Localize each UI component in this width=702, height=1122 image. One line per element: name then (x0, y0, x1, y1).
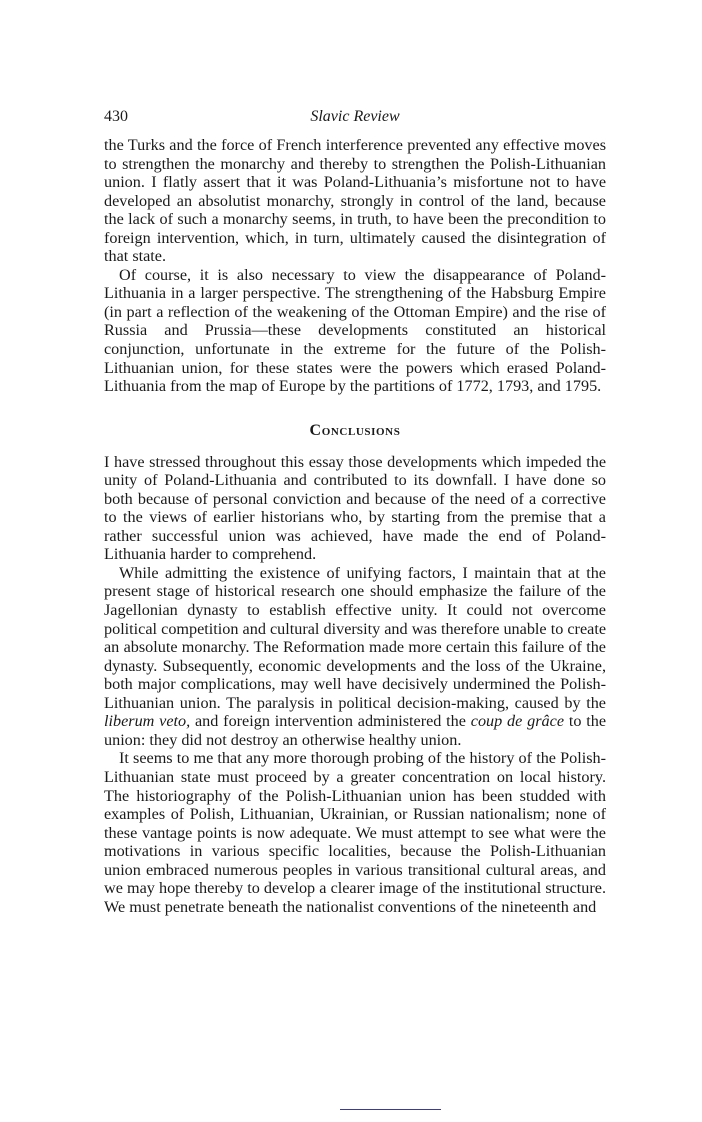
journal-title: Slavic Review (310, 108, 400, 125)
paragraph-text-segment: to the union: they did not destroy an otherwise healthy union. (104, 712, 607, 749)
page-body (104, 100, 606, 916)
italic-term-liberum-veto: liberum veto, (104, 712, 191, 731)
paragraph-stressed-developments: I have stressed throughout this essay those developments which impeded the unity of Poland-Lithuania and contributed to its downfall. I have done so both because of personal conviction and because of the need of a corrective to the views of earlier historians who, by starting from the premise that a rather successful union was achieved, have made the end of Poland-Lithuania harder to comprehend. (104, 452, 606, 564)
paragraph-text-segment: While admitting the existence of unifying factors, I maintain that at the present stage of historical research one should emphasize the failure of the Jagellonian dynasty to establish effective unity. It could not overcome political competition and cultural diversity and was therefore unable to create an absolute monarchy. The Reformation made more certain this failure of the dynasty. Subsequently, economic developments and the loss of the Ukraine, both major complications, may well have decisively undermined the Polish-Lithuanian union. The paralysis in political decision-making, caused by the (104, 563, 606, 712)
section-heading-conclusions: Conclusions (309, 421, 401, 439)
paragraph-text-segment: and foreign intervention administered the (190, 712, 471, 731)
paragraph-unifying-factors (104, 564, 606, 749)
page-number: 430 (104, 108, 128, 125)
paragraph-larger-perspective: Of course, it is also necessary to view the disappearance of Poland-Lithuania in a larger perspective. The strengthening of the Habsburg Empire (in part a reflection of the weakening of the Ottoman Empire) and the rise of Russia and Prussia—these developments constituted an historical conjunction, unfortunate in the extreme for the future of the Polish-Lithuanian union, for these states were the powers which erased Poland-Lithuania from the map of Europe by the partitions of 1772, 1793, and 1795. (104, 265, 606, 396)
footnote-rule (340, 1109, 441, 1110)
paragraph-local-history: It seems to me that any more thorough probing of the history of the Polish-Lithuanian state must proceed by a greater concentration on local history. The historiography of the Polish-Lithuanian union has been studded with examples of Polish, Lithuanian, Ukrainian, or Russian nationalism; none of these vantage points is now adequate. We must attempt to see what were the motivations in various specific localities, because the Polish-Lithuanian union embraced numerous peoples in various transitional cultural areas, and we may hope thereby to develop a clearer image of the institutional structure. We must penetrate beneath the nationalist conventions of the nineteenth and (104, 749, 606, 916)
italic-term-coup-de-grace: coup de grâce (470, 712, 565, 731)
running-head (104, 100, 606, 132)
paragraph-turks-intervention: the Turks and the force of French interference prevented any effective moves to strengthen the monarchy and thereby to strengthen the Polish-Lithuanian union. I flatly assert that it was Poland-Lithuania’s misfortune not to have developed an absolutist monarchy, strongly in control of the land, because the lack of such a monarchy seems, in truth, to have been the precondition to foreign intervention, which, in turn, ultimately caused the disintegration of that state. (104, 136, 606, 266)
